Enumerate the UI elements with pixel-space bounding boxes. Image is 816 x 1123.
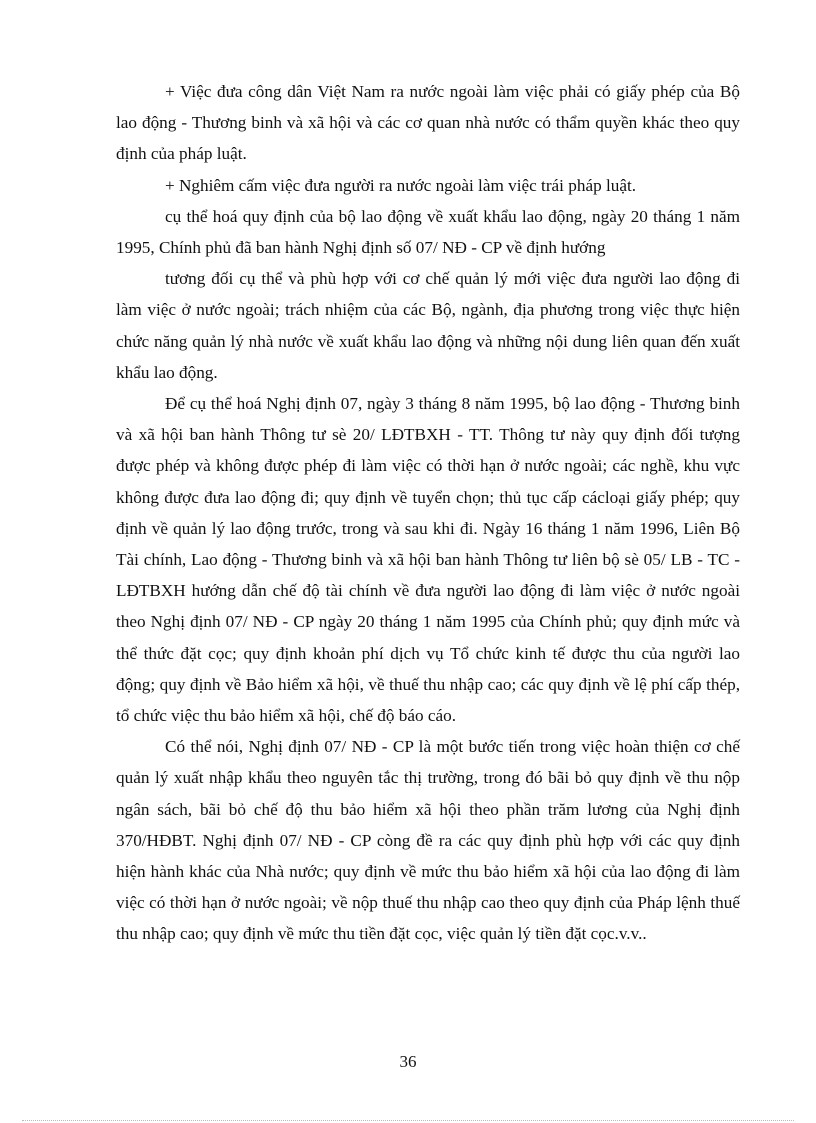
paragraph-prohibition: + Nghiêm cấm việc đưa người ra nước ngoài làm việc trái pháp luật. [165,175,637,195]
paragraph-circular-20: Để cụ thể hoá Nghị định 07, ngày 3 tháng 8 năm 1995, bộ lao động - Thương binh và xã hội ban hành Thông tư sè 20/ LĐTBXH - TT. Thông tư này quy định đối tượng được phép và không được phép đi làm việc có thời hạn ở nước ngoài; các nghề, khu vực không được đưa lao động đi; quy định về tuyển chọn; thủ tục cấp cácloại giấy phép; quy định về quản lý lao động trước, trong và sau khi đi. Ngày 16 tháng 1 năm 1996, Liên Bộ Tài chính, Lao động - Thương binh và xã hội ban hành Thông tư liên bộ sè 05/ LB - TC - LĐTBXH hướng dẫn chế độ tài chính về đưa người lao động đi làm việc ở nước ngoài theo Nghị định 07/ NĐ - CP ngày 20 tháng 1 năm 1995 của Chính phủ; quy định mức và thể thức đặt cọc; quy định khoản phí dịch vụ Tổ chức kinh tế được thu của người lao động; quy định về Bảo hiểm xã hội, về thuế thu nhập cao; các quy định về lệ phí cấp thép, tổ chức việc thu bảo hiểm xã hội, chế độ báo cáo. [116,394,740,726]
paragraph-work-permit: + Việc đưa công dân Việt Nam ra nước ngoài làm việc phải có giấy phép của Bộ lao động - Thương binh và xã hội và các cơ quan nhà nước có thẩm quyền khác theo quy định của pháp luật. [116,82,740,164]
page-number: 36 [399,1052,417,1071]
paragraph-management-mechanism: tương đối cụ thể và phù hợp với cơ chế quản lý mới việc đưa người lao động đi làm việc ở nước ngoài; trách nhiệm của các Bộ, ngành, địa phương trong việc thực hiện chức năng quản lý nhà nước về xuất khẩu lao động và những nội dung liên quan đến xuất khẩu lao động. [116,269,740,382]
paragraph-conclusion: Có thể nói, Nghị định 07/ NĐ - CP là một bước tiến trong việc hoàn thiện cơ chế quản lý xuất nhập khẩu theo nguyên tắc thị trường, trong đó bãi bỏ quy định về thu nộp ngân sách, bãi bỏ chế độ thu bảo hiểm xã hội theo phần trăm lương của Nghị định 370/HĐBT. Nghị định 07/ NĐ - CP còng đề ra các quy định phù hợp với các quy định hiện hành khác của Nhà nước; quy định về mức thu bảo hiểm xã hội của lao động đi làm việc có thời hạn ở nước ngoài; về nộp thuế thu nhập cao theo quy định của Pháp lệnh thuế thu nhập cao; quy định về mức thu tiền đặt cọc, việc quản lý tiền đặt cọc.v.v.. [116,737,740,944]
paragraph-decree-07: cụ thể hoá quy định của bộ lao động về xuất khẩu lao động, ngày 20 tháng 1 năm 1995, Chính phủ đã ban hành Nghị định số 07/ NĐ - CP về định hướng [116,206,740,258]
body-text [116,76,740,950]
footer-divider [22,1120,794,1121]
